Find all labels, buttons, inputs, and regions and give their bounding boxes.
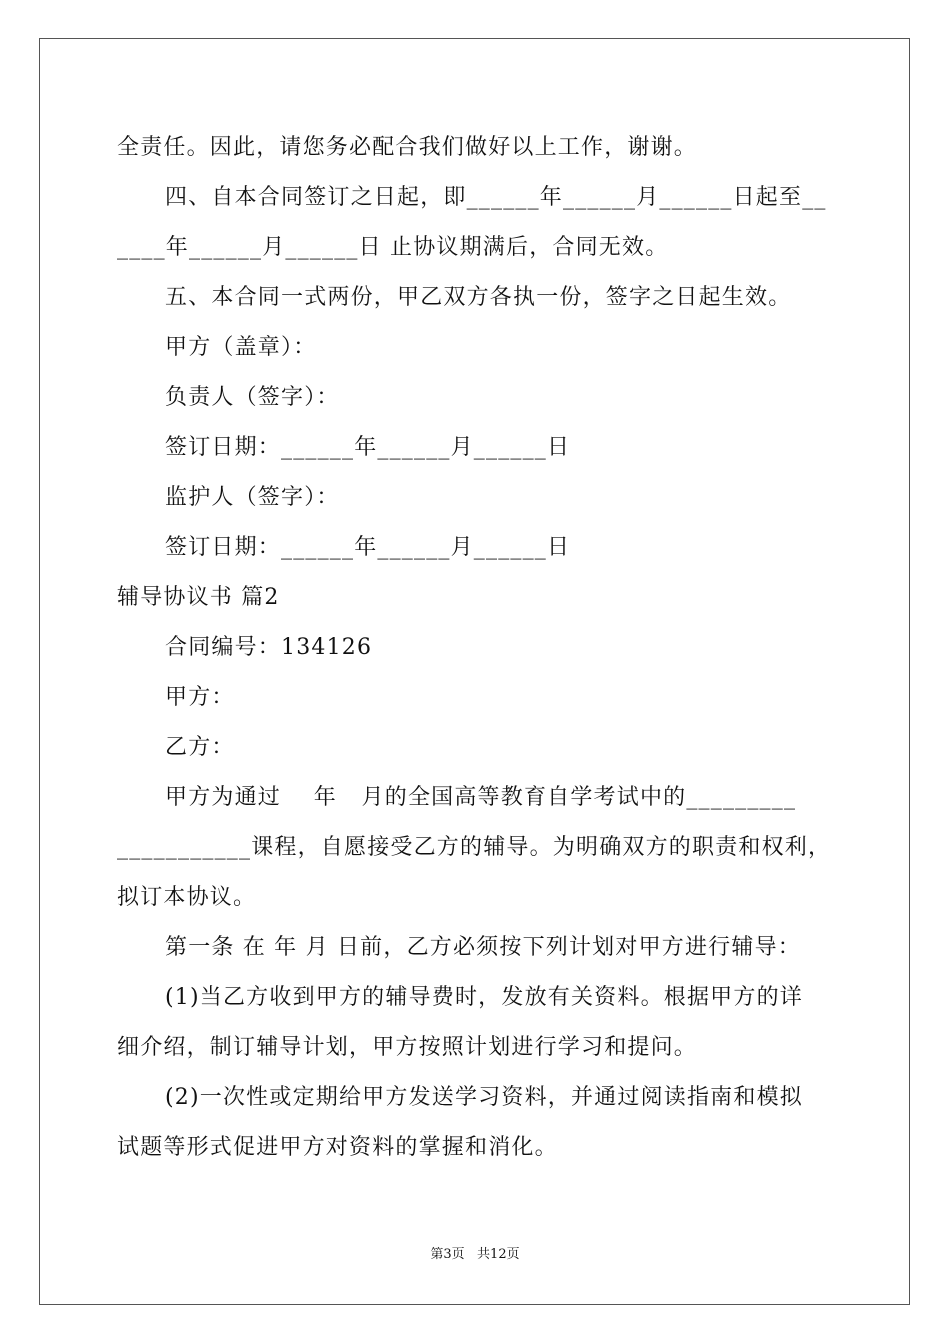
text-line-13: 乙方：: [165, 735, 235, 760]
text-line-4: 五、本合同一式两份，甲乙双方各执一份，签字之日起生效。: [165, 285, 792, 310]
text-line-16: 拟订本协议。: [117, 885, 257, 910]
text-line-19: 细介绍，制订辅导计划，甲方按照计划进行学习和提问。: [117, 1035, 698, 1060]
page-frame: [39, 38, 910, 1305]
text-line-18: (1)当乙方收到甲方的辅导费时，发放有关资料。根据甲方的详: [165, 985, 803, 1010]
text-line-8: 监护人（签字）：: [165, 485, 340, 510]
text-line-9: 签订日期：______年______月______日: [165, 535, 571, 560]
text-line-3: ____年______月______日 止协议期满后，合同无效。: [117, 235, 669, 260]
section-heading: 辅导协议书 篇2: [117, 585, 280, 610]
text-line-6: 负责人（签字）：: [165, 385, 340, 410]
text-line-5: 甲方（盖章）：: [165, 335, 317, 360]
text-line-12: 甲方：: [165, 685, 235, 710]
text-line-14: 甲方为通过 年 月的全国高等教育自学考试中的_________: [165, 785, 797, 810]
text-line-1: 全责任。因此，请您务必配合我们做好以上工作，谢谢。: [117, 135, 698, 160]
text-line-11: 合同编号：134126: [165, 635, 373, 660]
text-line-15: ___________课程，自愿接受乙方的辅导。为明确双方的职责和权利，: [117, 835, 832, 860]
text-line-7: 签订日期：______年______月______日: [165, 435, 571, 460]
page-footer: 第3页 共12页: [430, 1247, 520, 1262]
text-line-21: 试题等形式促进甲方对资料的掌握和消化。: [117, 1135, 558, 1160]
text-line-2: 四、自本合同签订之日起，即______年______月______日起至__: [165, 185, 827, 210]
text-line-17: 第一条 在 年 月 日前，乙方必须按下列计划对甲方进行辅导：: [165, 935, 801, 960]
text-line-20: (2)一次性或定期给甲方发送学习资料，并通过阅读指南和模拟: [165, 1085, 803, 1110]
